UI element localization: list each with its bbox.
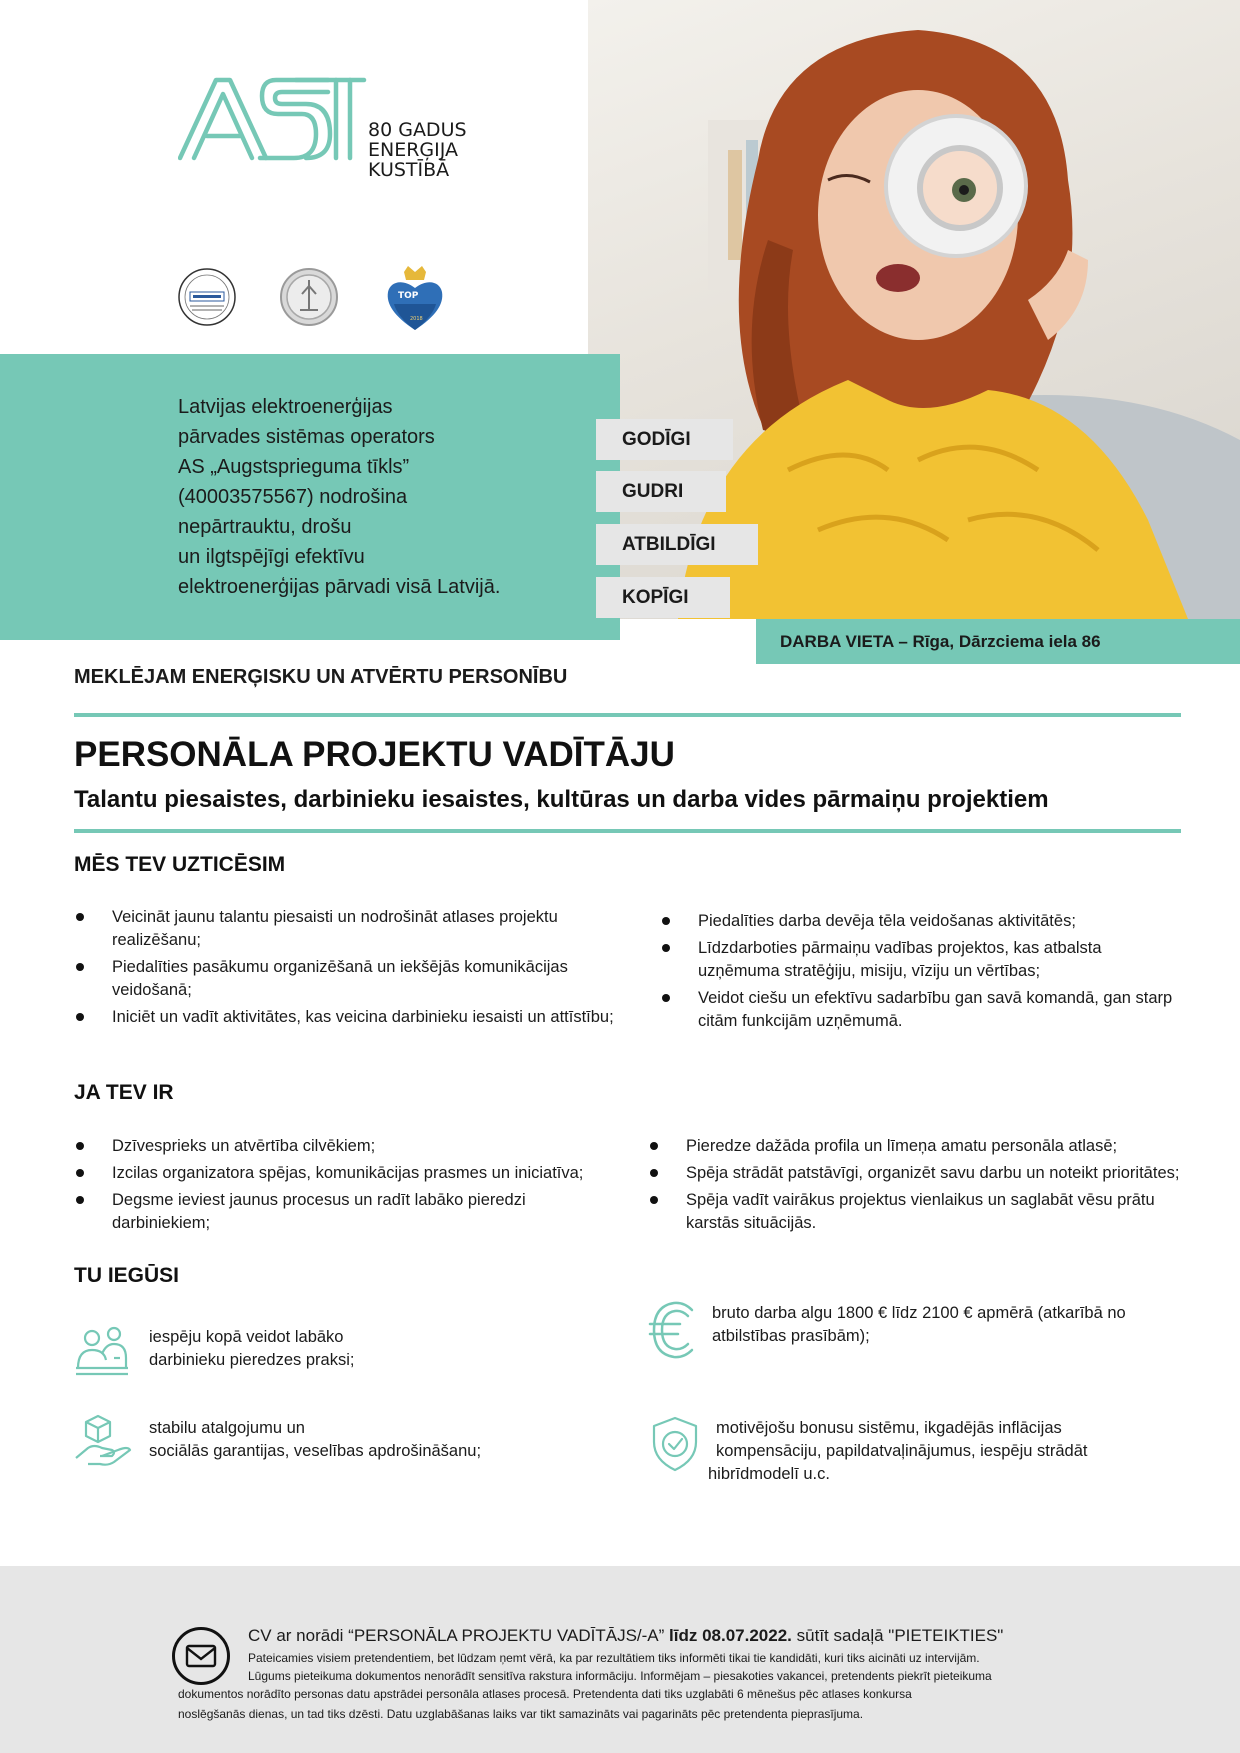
list-item: Spēja vadīt vairākus projektus vienlaikus un saglabāt vēsu prātu karstās situācijās. [648, 1189, 1180, 1235]
benefit-line: motivējošu bonusu sistēmu, ikgadējās inflācijas [716, 1419, 1062, 1437]
list-item: Piedalīties pasākumu organizēšanā un iekšējās komunikācijas veidošanā; [74, 956, 614, 1002]
intro-line: (40003575567) nodrošina [178, 486, 408, 508]
footer-note-line: Pateicamies visiem pretendentiem, bet lūdzam ņemt vērā, ka par rezultātiem tiks informēti tikai tie kandidāti, kuri tiks aicināti uz intervijām. [248, 1651, 980, 1665]
list-item: Pieredze dažāda profila un līmeņa amatu personāla atlasē; [648, 1135, 1180, 1158]
trust-list-left [74, 906, 614, 1033]
benefit-salary [712, 1302, 1126, 1348]
divider [74, 829, 1181, 833]
benefit-line: bruto darba algu 1800 € līdz 2100 € apmērā (atkarībā no [712, 1304, 1126, 1322]
list-item: Līdzdarboties pārmaiņu vadības projektos, kas atbalsta uzņēmuma stratēģiju, misiju, vīziju un vērtības; [660, 937, 1180, 983]
value-tag-kopigi: KOPĪGI [596, 577, 730, 618]
mail-icon [172, 1627, 230, 1685]
dnv-gl-certificate-icon [176, 266, 238, 328]
benefit-line: atbilstības prasībām); [712, 1327, 870, 1345]
intro-line: AS „Augstsprieguma tīkls” [178, 456, 410, 478]
have-list-left [74, 1135, 624, 1239]
hand-box-icon [74, 1412, 132, 1468]
shield-check-icon [650, 1416, 700, 1472]
intro-line: Latvijas elektroenerģijas [178, 396, 393, 418]
tagline-line: 80 GADUS [368, 119, 467, 141]
benefit-line: hibrīdmodelī u.c. [708, 1465, 830, 1483]
list-item: Degsme ieviest jaunus procesus un radīt labāko pieredzi darbiniekiem; [74, 1189, 624, 1235]
tagline-line: KUSTĪBĀ [368, 159, 450, 181]
benefit-line: sociālās garantijas, veselības apdrošināšanu; [149, 1442, 482, 1460]
list-item: Piedalīties darba devēja tēla veidošanas aktivitātēs; [660, 910, 1180, 933]
benefit-experience [149, 1326, 354, 1372]
benefit-social [149, 1417, 481, 1463]
footer-note-line: Lūgums pieteikuma dokumentos nenorādīt sensitīva rakstura informāciju. Informējam – piesakoties vakancei, pretendents piekrīt pieteikuma [248, 1669, 992, 1683]
top-award-heart-icon [384, 264, 446, 334]
envelope-icon [175, 1630, 227, 1682]
benefit-line: darbinieku pieredzes praksi; [149, 1351, 355, 1369]
value-tag-atbildigi: ATBILDĪGI [596, 524, 758, 565]
value-tag-godigi: GODĪGI [596, 419, 733, 460]
benefit-line: iespēju kopā veidot labāko [149, 1328, 344, 1346]
list-item: Iniciēt un vadīt aktivitātes, kas veicina darbinieku iesaisti un attīstību; [74, 1006, 614, 1029]
job-subtitle: Talantu piesaistes, darbinieku iesaistes, kultūras un darba vides pārmaiņu projektiem [74, 786, 1049, 813]
ast-logo-mark-icon [178, 76, 368, 162]
footer-note-line: dokumentos norādīto personas datu apstrādei personāla atlases procesā. Pretendenta dati tiks uzglabāti 6 mēnešus pēc atlases konkursa [178, 1687, 912, 1701]
seal-icon [278, 266, 340, 328]
workplace-banner: DARBA VIETA – Rīga, Dārzciema iela 86 [756, 619, 1240, 664]
people-icon [74, 1324, 130, 1380]
job-title: PERSONĀLA PROJEKTU VADĪTĀJU [74, 735, 675, 774]
tagline-line: ENERĢIJA [368, 139, 459, 161]
intro-text [178, 392, 568, 602]
benefit-bonus [708, 1417, 1087, 1486]
footer-note-line: noslēgšanās dienas, un tad tiks dzēsti. Datu uzglabāšanas laiks var tikt samazināts vai pagarināts pēc pretendenta pieprasījuma. [178, 1707, 864, 1721]
list-item: Dzīvesprieks un atvērtība cilvēkiem; [74, 1135, 624, 1158]
list-item: Veidot ciešu un efektīvu sadarbību gan savā komandā, gan starp citām funkcijām uzņēmumā. [660, 987, 1180, 1033]
benefit-line: stabilu atalgojumu un [149, 1419, 305, 1437]
section-heading-gain: TU IEGŪSI [74, 1264, 180, 1287]
trust-list-right [660, 910, 1180, 1037]
intro-line: elektroenerģijas pārvadi visā Latvijā. [178, 576, 501, 598]
section-heading-have: JA TEV IR [74, 1081, 174, 1104]
list-item: Spēja strādāt patstāvīgi, organizēt savu darbu un noteikt prioritātes; [648, 1162, 1180, 1185]
intro-line: pārvades sistēmas operators [178, 426, 435, 448]
euro-icon [648, 1300, 696, 1360]
search-heading: MEKLĒJAM ENERĢISKU UN ATVĒRTU PERSONĪBU [74, 666, 568, 688]
list-item: Veicināt jaunu talantu piesaisti un nodrošināt atlases projektu realizēšanu; [74, 906, 614, 952]
value-tag-gudri: GUDRI [596, 471, 726, 512]
footer-apply-text [248, 1626, 1003, 1646]
ast-logo [178, 76, 478, 186]
svg-text:TOP: TOP [398, 291, 419, 301]
svg-text:2018: 2018 [410, 316, 423, 322]
divider [74, 713, 1181, 717]
apply-deadline: līdz 08.07.2022. [669, 1626, 792, 1645]
section-heading-trust: MĒS TEV UZTICĒSIM [74, 853, 286, 876]
intro-line: un ilgtspējīgi efektīvu [178, 546, 365, 568]
intro-line: nepārtrauktu, drošu [178, 516, 352, 538]
list-item: Izcilas organizatora spējas, komunikācijas prasmes un iniciatīva; [74, 1162, 624, 1185]
benefit-line: kompensāciju, papildatvaļinājumus, iespēju strādāt [716, 1442, 1088, 1460]
have-list-right [648, 1135, 1180, 1239]
logo-tagline [368, 120, 467, 180]
apply-text-prefix: CV ar norādi “PERSONĀLA PROJEKTU VADĪTĀJS/-A” [248, 1626, 665, 1645]
apply-text-suffix: sūtīt sadaļā "PIETEIKTIES" [796, 1626, 1004, 1645]
